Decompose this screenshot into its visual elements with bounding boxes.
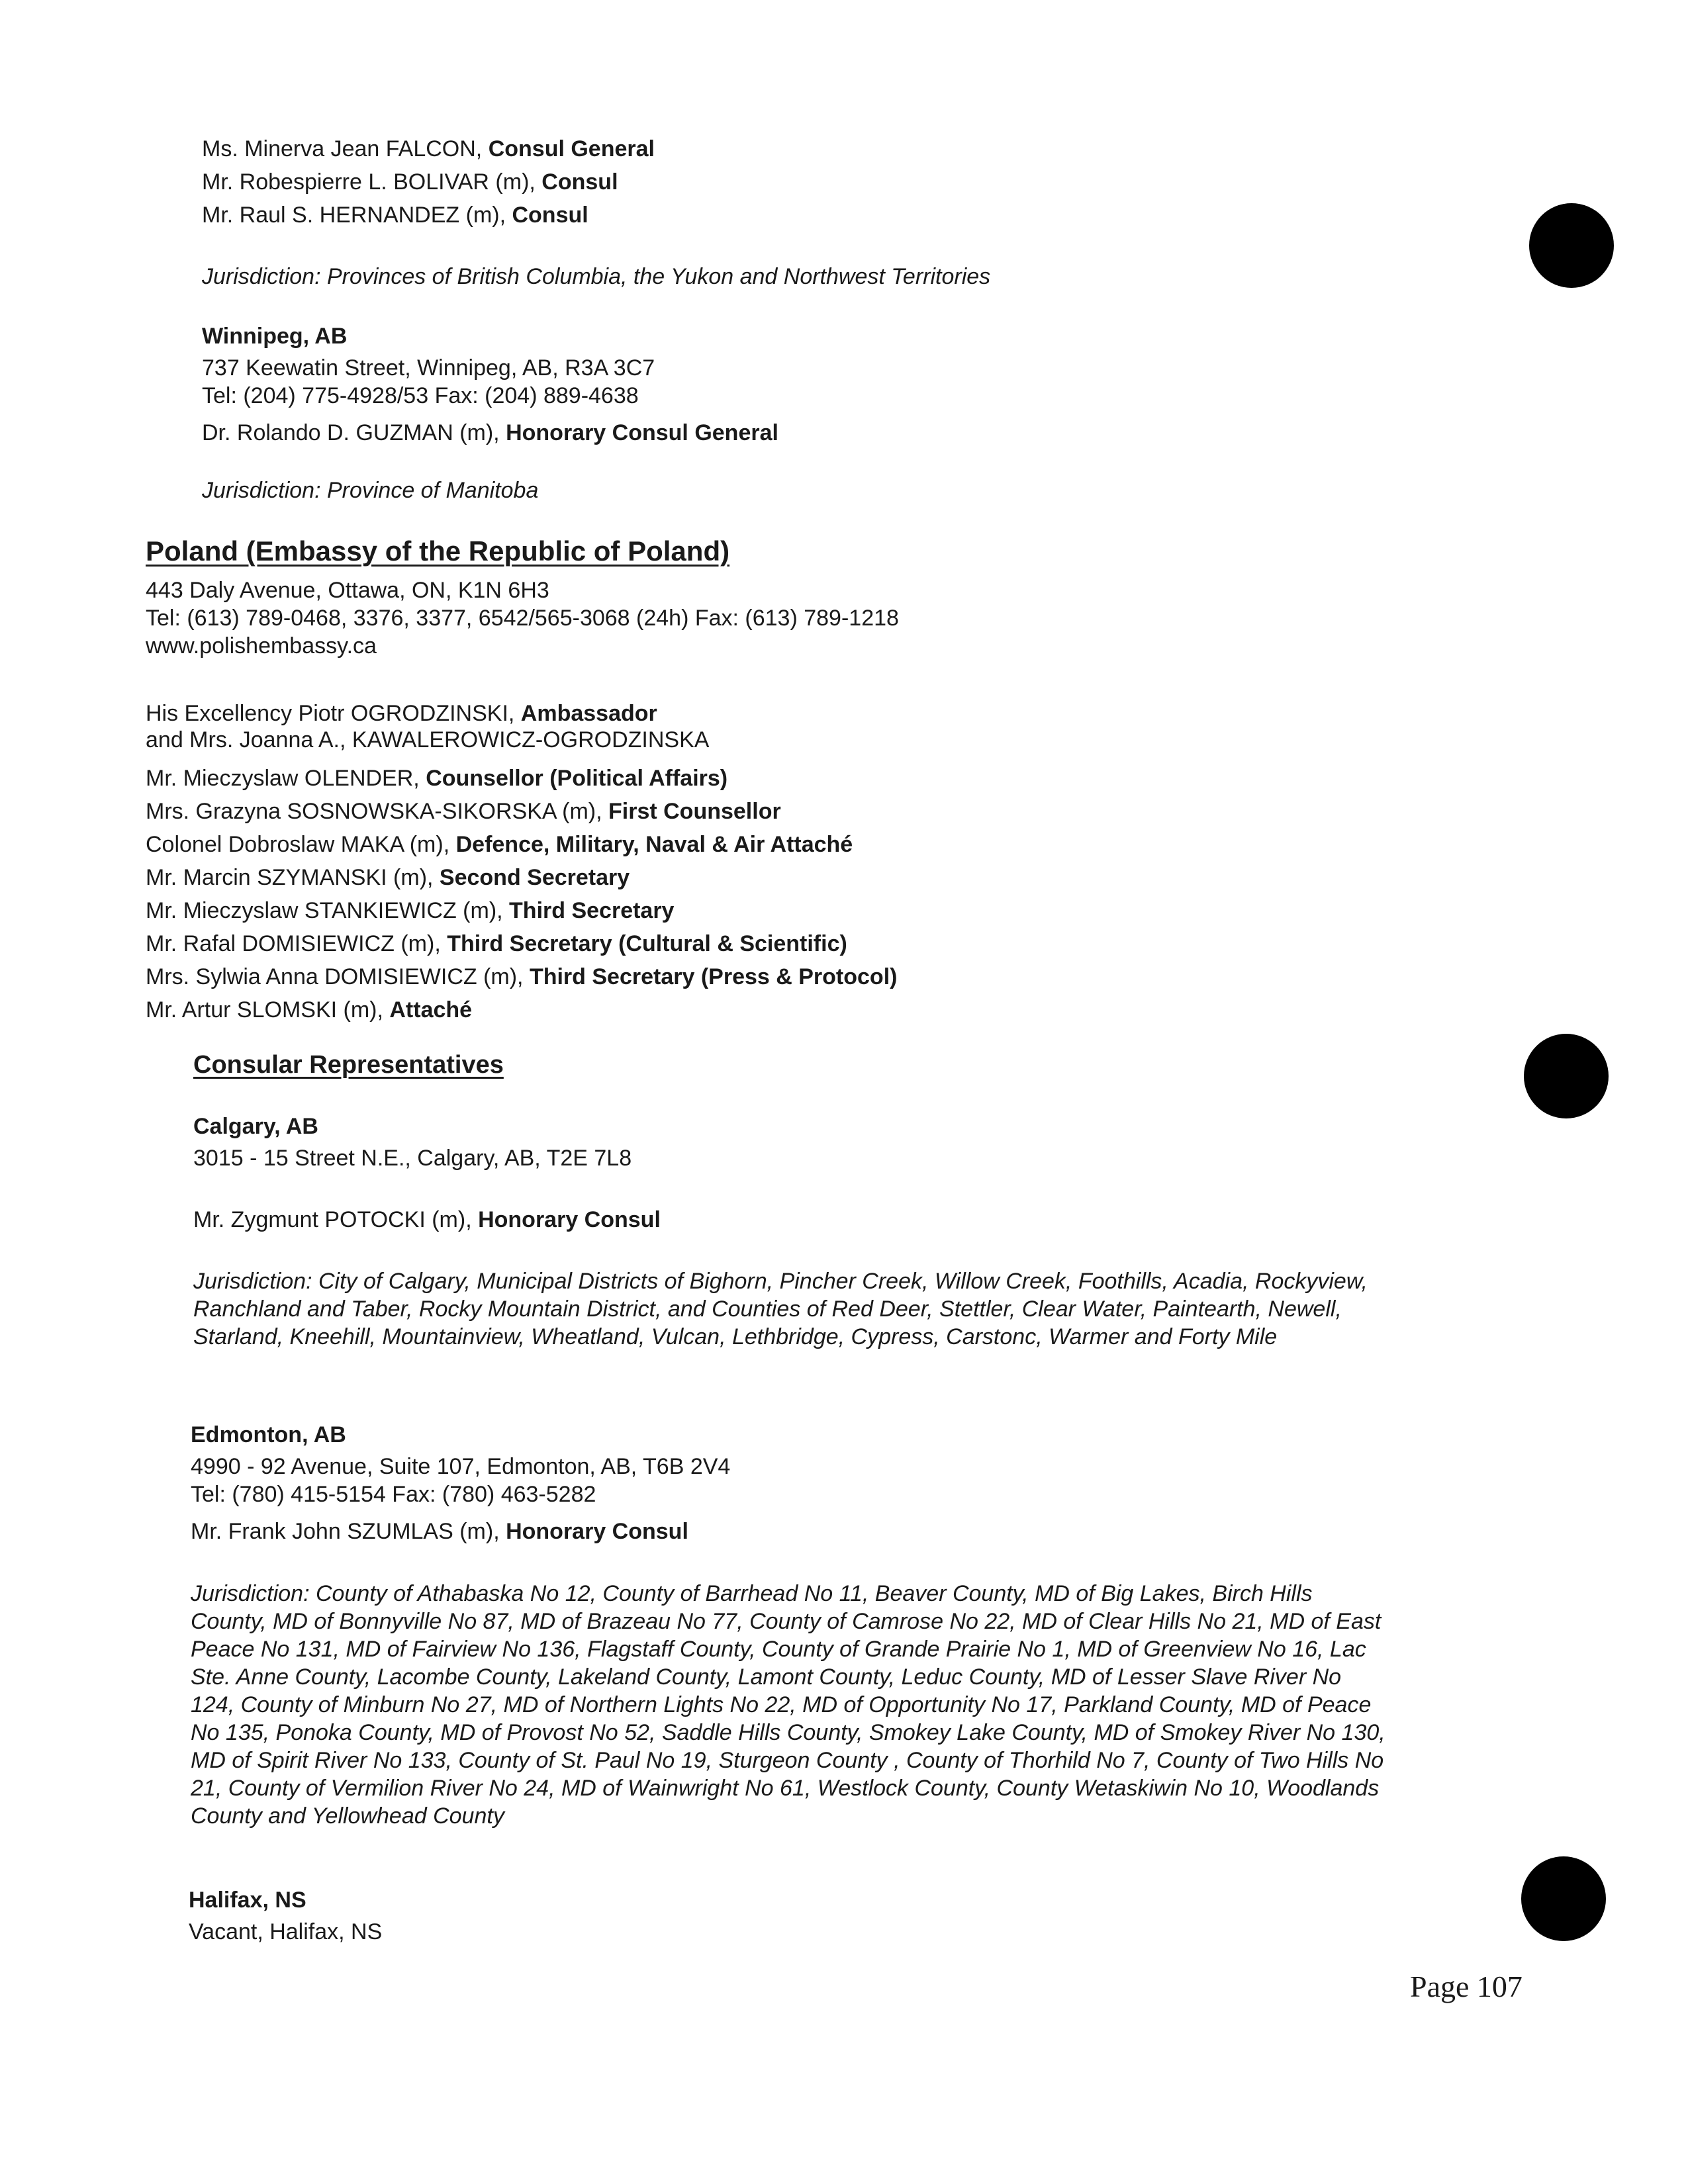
tel-fax-line: Tel: (613) 789-0468, 3376, 3377, 6542/565-3068 (24h) Fax: (613) 789-1218 [146, 606, 899, 631]
staff-line: Mr. Raul S. HERNANDEZ (m), Consul [202, 203, 588, 228]
jurisdiction-line: County, MD of Bonnyville No 87, MD of Brazeau No 77, County of Camrose No 22, MD of Clear Hills No 21, MD of East [191, 1609, 1382, 1634]
staff-line: and Mrs. Joanna A., KAWALEROWICZ-OGRODZINSKA [146, 727, 710, 752]
city-heading-calgary: Calgary, AB [193, 1114, 318, 1139]
jurisdiction-line: Starland, Kneehill, Mountainview, Wheatland, Vulcan, Lethbridge, Cypress, Carstonc, Warmer and Forty Mile [193, 1324, 1278, 1349]
staff-line: Mr. Artur SLOMSKI (m), Attaché [146, 997, 473, 1023]
punch-hole [1529, 203, 1614, 288]
staff-line: Mr. Mieczyslaw STANKIEWICZ (m), Third Secretary [146, 898, 675, 923]
jurisdiction-text: Jurisdiction: Province of Manitoba [202, 478, 539, 503]
staff-line: Ms. Minerva Jean FALCON, Consul General [202, 136, 655, 161]
jurisdiction-line: Peace No 131, MD of Fairview No 136, Flagstaff County, County of Grande Prairie No 1, MD of Greenview No 16, Lac [191, 1637, 1366, 1662]
jurisdiction-line: MD of Spirit River No 133, County of St. Paul No 19, Sturgeon County , County of Thorhild No 7, County of Two Hills No [191, 1748, 1384, 1773]
staff-line: Mr. Zygmunt POTOCKI (m), Honorary Consul [193, 1207, 661, 1232]
section-heading: Consular Representatives [193, 1051, 504, 1079]
jurisdiction-line: 21, County of Vermilion River No 24, MD of Wainwright No 61, Westlock County, County Wetaskiwin No 10, Woodlands [191, 1776, 1380, 1801]
address-line: 737 Keewatin Street, Winnipeg, AB, R3A 3C7 [202, 355, 655, 381]
jurisdiction-line: Ranchland and Taber, Rocky Mountain District, and Counties of Red Deer, Stettler, Clear Water, Paintearth, Newell, [193, 1297, 1342, 1322]
tel-fax-line: Tel: (780) 415-5154 Fax: (780) 463-5282 [191, 1482, 596, 1507]
punch-hole [1524, 1034, 1609, 1118]
address-line: 3015 - 15 Street N.E., Calgary, AB, T2E 7L8 [193, 1146, 632, 1171]
jurisdiction-line: No 135, Ponoka County, MD of Provost No 52, Saddle Hills County, Smokey Lake County, MD of Smokey River No 130, [191, 1720, 1385, 1745]
staff-line: Mrs. Grazyna SOSNOWSKA-SIKORSKA (m), First Counsellor [146, 799, 781, 824]
tel-fax-line: Tel: (204) 775-4928/53 Fax: (204) 889-4638 [202, 383, 639, 408]
staff-line: Mr. Frank John SZUMLAS (m), Honorary Consul [191, 1519, 688, 1544]
staff-line: Mrs. Sylwia Anna DOMISIEWICZ (m), Third Secretary (Press & Protocol) [146, 964, 898, 989]
page-number: Page 107 [1410, 1970, 1523, 2003]
jurisdiction-line: Jurisdiction: County of Athabaska No 12, County of Barrhead No 11, Beaver County, MD of Big Lakes, Birch Hills [191, 1581, 1313, 1606]
staff-line: Mr. Mieczyslaw OLENDER, Counsellor (Political Affairs) [146, 766, 728, 791]
country-heading: Poland (Embassy of the Republic of Poland) [146, 535, 730, 567]
address-line: Vacant, Halifax, NS [189, 1919, 383, 1944]
city-heading-edmonton: Edmonton, AB [191, 1422, 346, 1447]
website-line: www.polishembassy.ca [146, 633, 377, 659]
staff-line: Mr. Rafal DOMISIEWICZ (m), Third Secretary (Cultural & Scientific) [146, 931, 847, 956]
jurisdiction-line: County and Yellowhead County [191, 1803, 504, 1829]
jurisdiction-line: Ste. Anne County, Lacombe County, Lakeland County, Lamont County, Leduc County, MD of Lesser Slave River No [191, 1664, 1342, 1690]
staff-line: His Excellency Piotr OGRODZINSKI, Ambassador [146, 701, 657, 726]
address-line: 4990 - 92 Avenue, Suite 107, Edmonton, AB, T6B 2V4 [191, 1454, 731, 1479]
staff-line: Dr. Rolando D. GUZMAN (m), Honorary Consul General [202, 420, 778, 445]
jurisdiction-line: Jurisdiction: City of Calgary, Municipal Districts of Bighorn, Pincher Creek, Willow Creek, Foothills, Acadia, Rockyview, [193, 1269, 1368, 1294]
city-heading-winnipeg: Winnipeg, AB [202, 324, 348, 349]
punch-hole [1521, 1856, 1606, 1941]
jurisdiction-line: 124, County of Minburn No 27, MD of Northern Lights No 22, MD of Opportunity No 17, Parkland County, MD of Peace [191, 1692, 1372, 1717]
address-line: 443 Daly Avenue, Ottawa, ON, K1N 6H3 [146, 578, 549, 603]
jurisdiction-text: Jurisdiction: Provinces of British Columbia, the Yukon and Northwest Territories [202, 264, 991, 289]
staff-line: Mr. Robespierre L. BOLIVAR (m), Consul [202, 169, 618, 195]
staff-line: Mr. Marcin SZYMANSKI (m), Second Secretary [146, 865, 630, 890]
city-heading-halifax: Halifax, NS [189, 1888, 306, 1913]
staff-line: Colonel Dobroslaw MAKA (m), Defence, Military, Naval & Air Attaché [146, 832, 853, 857]
